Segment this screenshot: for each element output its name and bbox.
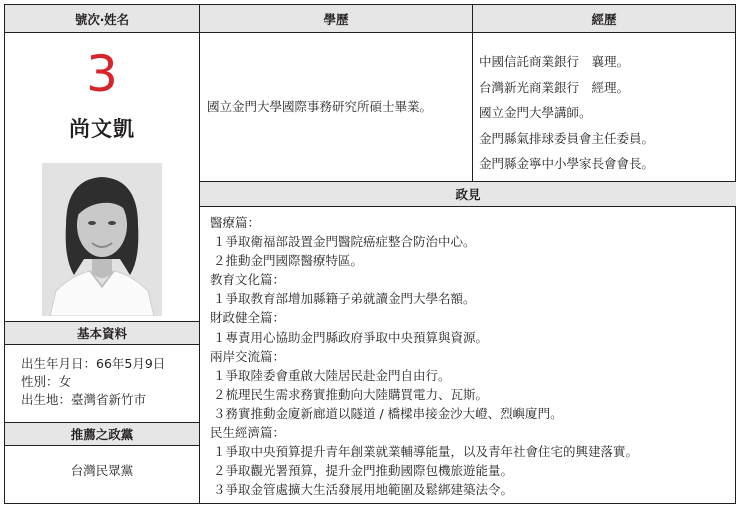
policy-section-title: 醫療篇：: [210, 215, 261, 230]
policy-section-title: 教育文化篇：: [210, 272, 286, 288]
education-text: 國立金門大學國際事務研究所碩士畢業。: [207, 99, 433, 114]
number-name-header-label: 號次‧姓名: [74, 11, 130, 27]
policy-section-title: 兩岸交流篇：: [210, 348, 286, 364]
policy-item: ２爭取觀光署預算，提升金門推動國際包機旅遊能量。: [213, 463, 514, 479]
experience-item: 金門縣氣排球委員會主任委員。: [479, 130, 655, 146]
policy-section-title: 民生經濟篇：: [210, 425, 286, 441]
party-header: [5, 422, 199, 446]
education-header-label: 學歷: [323, 11, 349, 27]
education-header: [200, 5, 472, 33]
policy-item: ２梳理民生需求務實推動向大陸購買電力、瓦斯。: [213, 386, 489, 402]
policy-item: １爭取衛福部設置金門醫院癌症整合防治中心。: [213, 234, 476, 250]
experience-header-label: 經歷: [591, 11, 617, 27]
policy-list: [210, 213, 638, 499]
left-column-divider: [199, 5, 200, 503]
candidate-number: 3: [86, 45, 118, 103]
policy-item: ２推動金門國際醫療特區。: [213, 253, 364, 269]
policy-header-label: 政見: [455, 187, 481, 202]
party-header-label: 推薦之政黨: [70, 427, 134, 442]
policy-item: １爭取陸委會重啟大陸居民赴金門自由行。: [213, 367, 451, 383]
basic-info-header: [5, 321, 199, 345]
policy-header: [200, 182, 736, 207]
experience-item: 國立金門大學講師。: [479, 105, 592, 120]
birth-date: 出生年月日：66年5月9日: [21, 356, 166, 371]
policy-item: １專責用心協助金門縣政府爭取中央預算與資源。: [213, 329, 489, 345]
policy-item: １爭取教育部增加縣籍子弟就讀金門大學名額。: [213, 291, 476, 307]
candidate-portrait-image: [42, 163, 162, 316]
policy-item: １爭取中央預算提升青年創業就業輔導能量，以及青年社會住宅的興建落實。: [213, 444, 639, 460]
gender: 性別：女: [21, 374, 72, 389]
policy-item: ３爭取金管處擴大生活發展用地範圍及鬆綁建築法令。: [213, 482, 514, 498]
policy-section-title: 財政健全篇：: [210, 310, 286, 326]
candidate-photo: [42, 163, 162, 316]
party-name: 台灣民眾黨: [70, 463, 134, 478]
policy-item: ３務實推動金廈新廊道以隧道 / 橋樑串接金沙大嶝、烈嶼廈門。: [213, 405, 563, 421]
basic-info: [21, 355, 165, 409]
experience-header: [473, 5, 735, 33]
education-experience-divider: [472, 5, 473, 181]
number-name-header: [5, 5, 199, 33]
experience-item: 台灣新光商業銀行 經理。: [479, 79, 630, 95]
experience-item: 金門縣金寧中小學家長會會長。: [479, 156, 655, 171]
candidate-name: 尚文凱: [69, 117, 135, 141]
candidate-sheet: [4, 4, 736, 504]
basic-info-header-label: 基本資料: [76, 326, 127, 341]
experience-list: [479, 49, 654, 177]
experience-item: 中國信託商業銀行 襄理。: [479, 54, 630, 69]
birthplace: 出生地：臺灣省新竹市: [21, 392, 147, 407]
